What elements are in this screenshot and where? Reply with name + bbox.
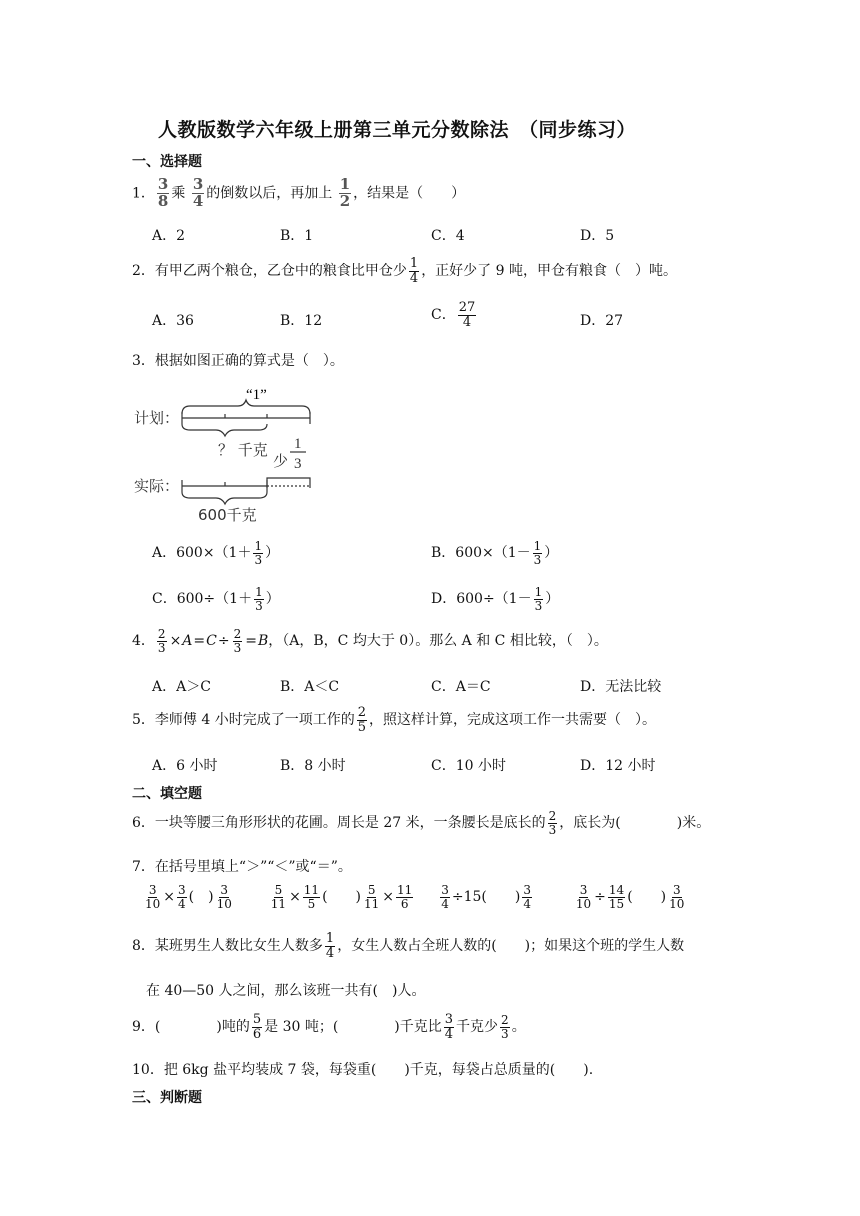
question-3: 3．根据如图正确的算式是（ ）。 — [132, 353, 344, 369]
question-8 — [132, 932, 684, 960]
question-7: 7．在括号里填上“＞”“＜”或“＝”。 — [132, 859, 352, 875]
q1-option-c[interactable]: C．4 — [431, 228, 465, 244]
section-fill-blank: 二、填空题 — [132, 786, 202, 802]
q8-text-a: 8．某班男生人数比女生人数多 — [132, 938, 323, 955]
diagram-actual-value: 600千克 — [198, 506, 257, 524]
q5-option-c[interactable]: C．10 小时 — [431, 758, 506, 774]
q4-fraction-2: $\frac{2}{3}$ — [233, 627, 242, 655]
q7-expr-4: $\frac{3}{10}$ ÷ $\frac{14}{15}$ ( ) $\frac{3}{10}$ — [575, 883, 685, 911]
q1-text-1: 乘 — [171, 185, 186, 202]
q9-fraction-1: $\frac{5}{6}$ — [252, 1012, 262, 1042]
question-9: 9．( )吨的 $\frac{5}{6}$ 是 30 吨；( )千克比 $\frac{3}{4}$ 千克少 $\frac{2}{3}$ 。 — [132, 1012, 526, 1042]
q6-fraction: $\frac{2}{3}$ — [548, 809, 557, 837]
q4-fraction-1: $\frac{2}{3}$ — [157, 627, 166, 655]
q1-fraction-1: $\frac{3}{8}$ — [157, 175, 169, 210]
question-1 — [132, 177, 465, 210]
q3-option-b[interactable]: B．600×（1－ $\frac{1}{3}$ ） — [431, 539, 559, 567]
q4-option-c[interactable]: C．A＝C — [431, 679, 491, 695]
q2-option-c[interactable] — [431, 301, 478, 329]
question-10[interactable]: 10．把 6kg 盐平均装成 7 袋，每袋重( )千克，每袋占总质量的( ). — [132, 1062, 594, 1078]
q1-text-2: 的倒数以后，再加上 — [206, 185, 333, 202]
q3-option-d-fraction: $\frac{1}{3}$ — [534, 585, 543, 613]
q5-text-b: ，照这样计算，完成这项工作一共需要（ ）。 — [369, 712, 656, 729]
diagram-one-label: “1” — [246, 387, 267, 403]
page-title: 人教版数学六年级上册第三单元分数除法 （同步练习） — [158, 119, 637, 141]
diagram-less-num: 1 — [294, 436, 302, 452]
q1-text-3: ，结果是（ ） — [353, 185, 466, 202]
diagram-less-label: 少 — [273, 452, 289, 470]
q2-text-b: ，正好少了 9 吨，甲仓有粮食（ ）吨。 — [421, 263, 677, 280]
q4-option-b[interactable]: B．A＜C — [280, 679, 340, 695]
q5-option-a[interactable]: A．6 小时 — [152, 758, 218, 774]
q8-text-b[interactable]: ，女生人数占全班人数的( )；如果这个班的学生人数 — [337, 938, 685, 955]
q1-option-b[interactable]: B．1 — [280, 228, 314, 244]
q5-fraction: $\frac{2}{5}$ — [357, 705, 366, 735]
section-choice: 一、选择题 — [132, 154, 202, 170]
diagram-actual-label: 实际： — [134, 477, 180, 495]
diagram-actual-lower-brace — [182, 492, 267, 504]
diagram-plan-lower-brace — [182, 424, 267, 436]
question-4: 4． $\frac{2}{3}$ ×A=C÷ $\frac{2}{3}$ =B，（A，B，C 均大于 0）。那么 A 和 C 相比较，（ ）。 — [132, 627, 608, 655]
q4-option-d[interactable]: D．无法比较 — [580, 679, 662, 695]
q1-option-a[interactable]: A．2 — [152, 228, 186, 244]
q2-text-a: 2．有甲乙两个粮仓，乙仓中的粮食比甲仓少 — [132, 263, 407, 280]
q8-fraction: $\frac{1}{4}$ — [325, 931, 335, 961]
q4-number: 4． — [132, 633, 155, 650]
q8-line-2[interactable]: 在 40—50 人之间，那么该班一共有( )人。 — [146, 983, 426, 999]
q3-diagram — [128, 378, 328, 528]
q3-option-c-fraction: $\frac{1}{3}$ — [255, 585, 263, 613]
q2-option-b[interactable]: B．12 — [280, 313, 323, 329]
q2-fraction: $\frac{1}{4}$ — [409, 256, 419, 286]
diagram-less-den: 3 — [294, 456, 302, 472]
q9-text-b[interactable]: 是 30 吨；( )千克比 — [264, 1019, 442, 1036]
q9-text-c: 千克少 — [456, 1019, 499, 1036]
q2-option-c-label: C． — [431, 307, 456, 324]
q7-expr-1: $\frac{3}{10}$ × $\frac{3}{4}$ ( ) $\frac{3}{10}$ — [145, 883, 232, 911]
q2-option-d[interactable]: D．27 — [580, 313, 624, 329]
q7-expr-3: $\frac{3}{4}$ ÷15( ) $\frac{3}{4}$ — [441, 883, 531, 911]
q5-option-d[interactable]: D．12 小时 — [580, 758, 656, 774]
q9-fraction-3: $\frac{2}{3}$ — [501, 1013, 509, 1041]
q9-text-a[interactable]: 9．( )吨的 — [132, 1019, 250, 1036]
q6-text-b[interactable]: ，底长为( )米。 — [559, 815, 711, 832]
q9-fraction-2: $\frac{3}{4}$ — [444, 1012, 454, 1042]
q3-option-a-fraction: $\frac{1}{3}$ — [254, 539, 263, 567]
q3-option-b-fraction: $\frac{1}{3}$ — [533, 539, 542, 567]
q2-option-c-fraction: $\frac{27}{4}$ — [458, 300, 476, 330]
q7-blank-2[interactable]: ( ) — [322, 889, 362, 906]
q1-option-d[interactable]: D．5 — [580, 228, 615, 244]
question-2 — [132, 257, 677, 285]
question-6 — [132, 810, 710, 836]
q5-option-b[interactable]: B．8 小时 — [280, 758, 346, 774]
q5-text-a: 5．李师傅 4 小时完成了一项工作的 — [132, 712, 355, 729]
q4-option-a[interactable]: A．A＞C — [152, 679, 211, 695]
diagram-question-label: ？ 千克 — [218, 441, 268, 459]
q2-option-a[interactable]: A．36 — [152, 313, 194, 329]
q7-blank-1[interactable]: ( ) — [188, 889, 214, 906]
q3-option-c[interactable]: C．600÷（1＋ $\frac{1}{3}$ ） — [152, 585, 280, 613]
q6-text-a: 6．一块等腰三角形形状的花圃。周长是 27 米，一条腰长是底长的 — [132, 815, 546, 832]
q1-fraction-2: $\frac{3}{4}$ — [192, 175, 204, 210]
q1-number: 1． — [132, 185, 155, 202]
q7-expr-2: $\frac{5}{11}$ × $\frac{11}{5}$ ( ) $\frac{5}{11}$ × $\frac{11}{6}$ — [270, 883, 413, 911]
q3-option-d[interactable]: D．600÷（1－ $\frac{1}{3}$ ） — [431, 585, 560, 613]
q4-tail: ，（A，B，C 均大于 0）。那么 A 和 C 相比较，（ ）。 — [268, 633, 608, 650]
q7-blank-3[interactable]: ( ) — [481, 889, 521, 906]
question-5 — [132, 706, 656, 734]
q3-option-a[interactable]: A．600×（1＋ $\frac{1}{3}$ ） — [152, 539, 280, 567]
q7-blank-4[interactable]: ( ) — [627, 889, 667, 906]
q1-fraction-3: $\frac{1}{2}$ — [339, 175, 351, 210]
diagram-plan-label: 计划： — [134, 409, 180, 427]
section-true-false: 三、判断题 — [132, 1090, 202, 1106]
q7-expressions — [142, 884, 687, 910]
